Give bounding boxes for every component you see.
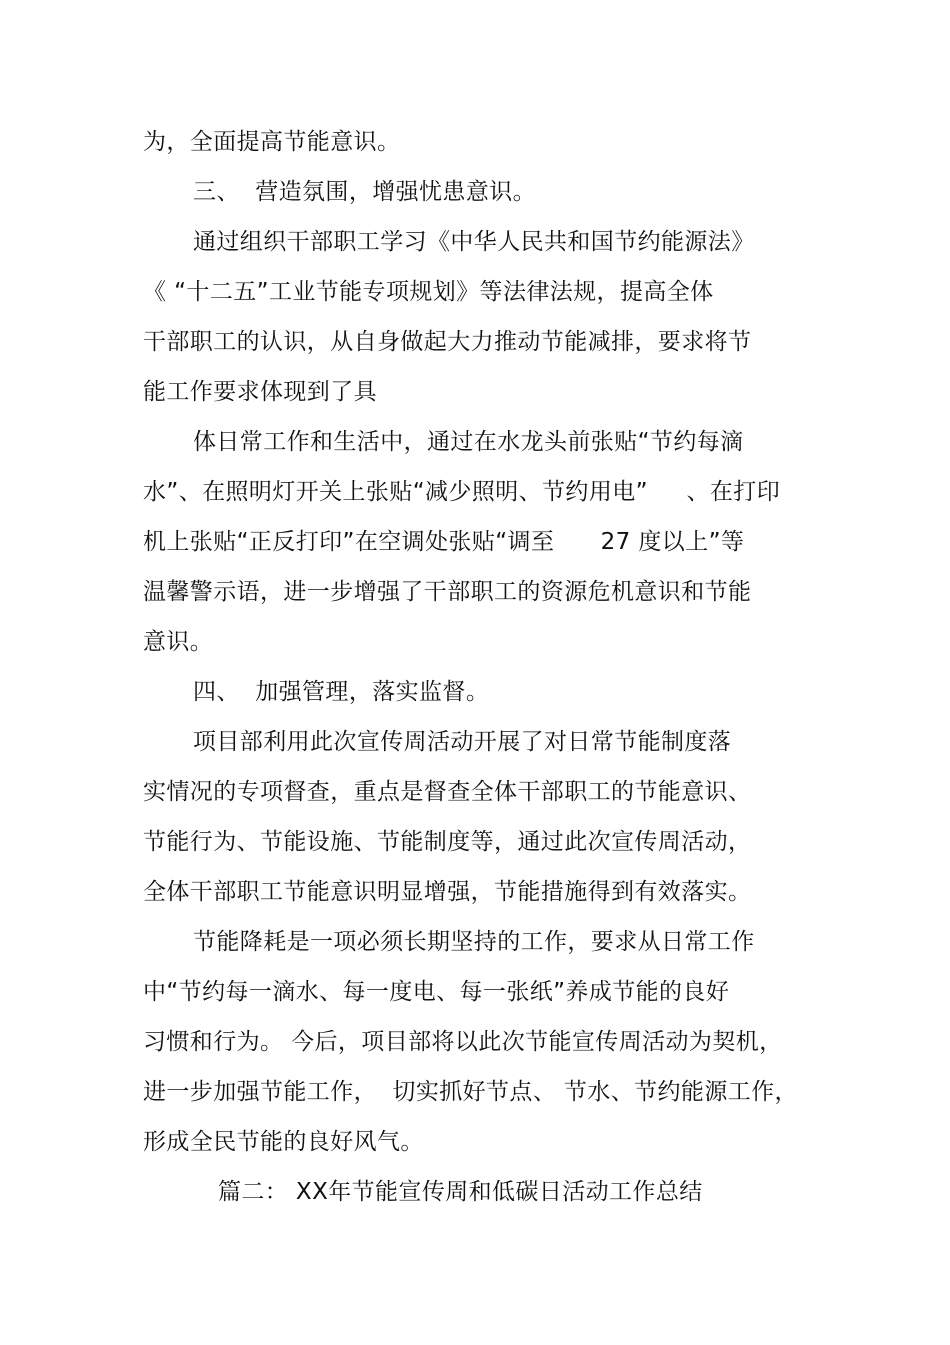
text-line: 为，全面提高节能意识。: [143, 129, 401, 155]
chapter-title: 篇二： XX年节能宣传周和低碳日活动工作总结: [218, 1179, 703, 1205]
text-line: 全体干部职工节能意识明显增强，节能措施得到有效落实。: [143, 879, 752, 905]
text-line: 节能行为、节能设施、节能制度等，通过此次宣传周活动，: [143, 829, 752, 855]
text-line: 温馨警示语，进一步增强了干部职工的资源危机意识和节能: [143, 579, 752, 605]
text-line: 水”、在照明灯开关上张贴“减少照明、节约用电” 、在打印: [143, 479, 781, 505]
text-line: 能工作要求体现到了具: [143, 379, 377, 405]
text-line: 机上张贴“正反打印”在空调处张贴“调至 27 度以上”等: [143, 529, 745, 555]
section-heading: 三、 营造氛围，增强忧患意识。: [193, 179, 537, 205]
section-heading: 四、 加强管理，落实监督。: [193, 679, 490, 705]
text-line: 项目部利用此次宣传周活动开展了对日常节能制度落: [193, 729, 732, 755]
text-line: 节能降耗是一项必须长期坚持的工作，要求从日常工作: [193, 929, 755, 955]
text-line: 干部职工的认识，从自身做起大力推动节能减排，要求将节: [143, 329, 752, 355]
text-line: 实情况的专项督查，重点是督查全体干部职工的节能意识、: [143, 779, 752, 805]
text-line: 意识。: [143, 629, 214, 655]
text-line: 形成全民节能的良好风气。: [143, 1129, 424, 1155]
text-line: 通过组织干部职工学习《中华人民共和国节约能源法》: [193, 229, 755, 255]
text-line: 进一步加强节能工作， 切实抓好节点、 节水、节约能源工作，: [143, 1079, 798, 1105]
text-line: 体日常工作和生活中，通过在水龙头前张贴“节约每滴: [193, 429, 744, 455]
text-line: 中“节约每一滴水、每一度电、每一张纸”养成节能的良好: [143, 979, 730, 1005]
text-line: 《 “十二五”工业节能专项规划》等法律法规，提高全体: [143, 279, 714, 305]
text-line: 习惯和行为。 今后，项目部将以此次节能宣传周活动为契机，: [143, 1029, 783, 1055]
